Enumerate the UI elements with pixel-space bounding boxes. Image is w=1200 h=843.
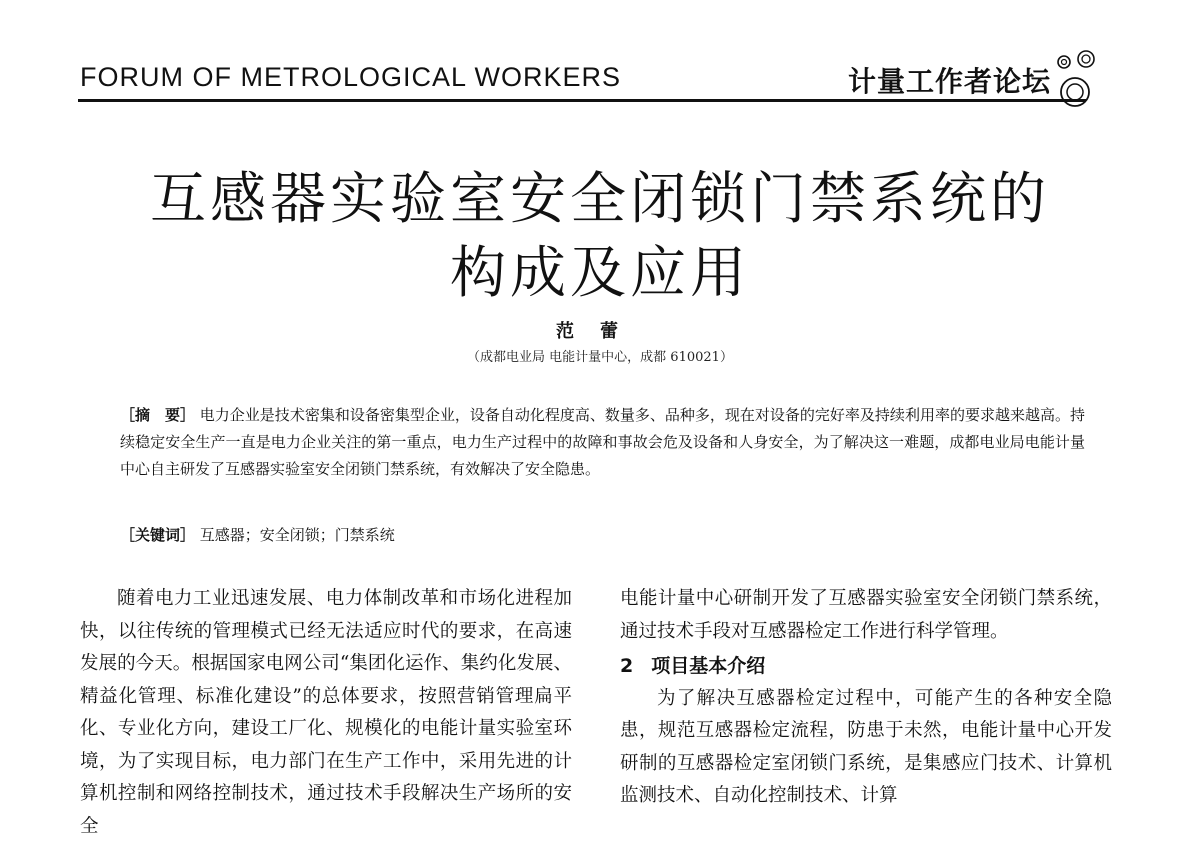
abstract-text: 电力企业是技术密集和设备密集型企业，设备自动化程度高、数量多、品种多，现在对设备的完好率及持续利用率的要求越来越高。持续稳定安全生产一直是电力企业关注的第一重点，电力生产过程中的故障和事故会危及设备和人身安全，为了解决这一难题，成都电业局电能计量中心自主研发了互感器实验室安全闭锁门禁系统，有效解决了安全隐患。 bbox=[120, 406, 1085, 478]
author-affiliation: （成都电业局 电能计量中心，成都 610021） bbox=[467, 350, 733, 365]
body-paragraph: 为了解决互感器检定过程中，可能产生的各种安全隐患，规范互感器检定流程，防患于未然，电能计量中心开发研制的互感器检定室闭锁门系统，是集感应门技术、计算机监测技术、自动化控制技术、计算 bbox=[620, 687, 1112, 806]
header-rule bbox=[78, 99, 1086, 102]
body-paragraph: 随着电力工业迅速发展、电力体制改革和市场化进程加快，以往传统的管理模式已经无法适应时代的要求，在高速发展的今天。根据国家电网公司“集团化运作、集约化发展、精益化管理、标准化建设”的总体要求，按照营销管理扁平化、专业化方向，建设工厂化、规模化的电能计量实验室环境，为了实现目标，电力部门在生产工作中，采用先进的计算机控制和网络控制技术，通过技术手段解决生产场所的安全 bbox=[80, 588, 572, 837]
abstract-label: ［摘 要］ bbox=[120, 406, 196, 424]
body-column-right bbox=[620, 583, 1112, 813]
author-name: 范蕾 bbox=[556, 321, 644, 342]
keywords-label: ［关键词］ bbox=[120, 526, 196, 544]
journal-header-cn: 计量工作者论坛 bbox=[848, 65, 1052, 98]
section-number: 2 bbox=[620, 655, 634, 677]
article-title-line-2: 构成及应用 bbox=[450, 241, 750, 306]
section-heading bbox=[620, 650, 1112, 683]
journal-header-en: FORUM OF METROLOGICAL WORKERS bbox=[80, 62, 622, 92]
keywords-text: 互感器；安全闭锁；门禁系统 bbox=[199, 526, 395, 544]
article-title-line-1: 互感器实验室安全闭锁门禁系统的 bbox=[150, 167, 1050, 232]
keywords bbox=[120, 522, 1085, 549]
abstract bbox=[120, 402, 1085, 483]
body-column-left bbox=[80, 583, 572, 843]
body-paragraph: 电能计量中心研制开发了互感器实验室安全闭锁门禁系统，通过技术手段对互感器检定工作进行科学管理。 bbox=[620, 588, 1112, 642]
section-title: 项目基本介绍 bbox=[651, 655, 766, 677]
